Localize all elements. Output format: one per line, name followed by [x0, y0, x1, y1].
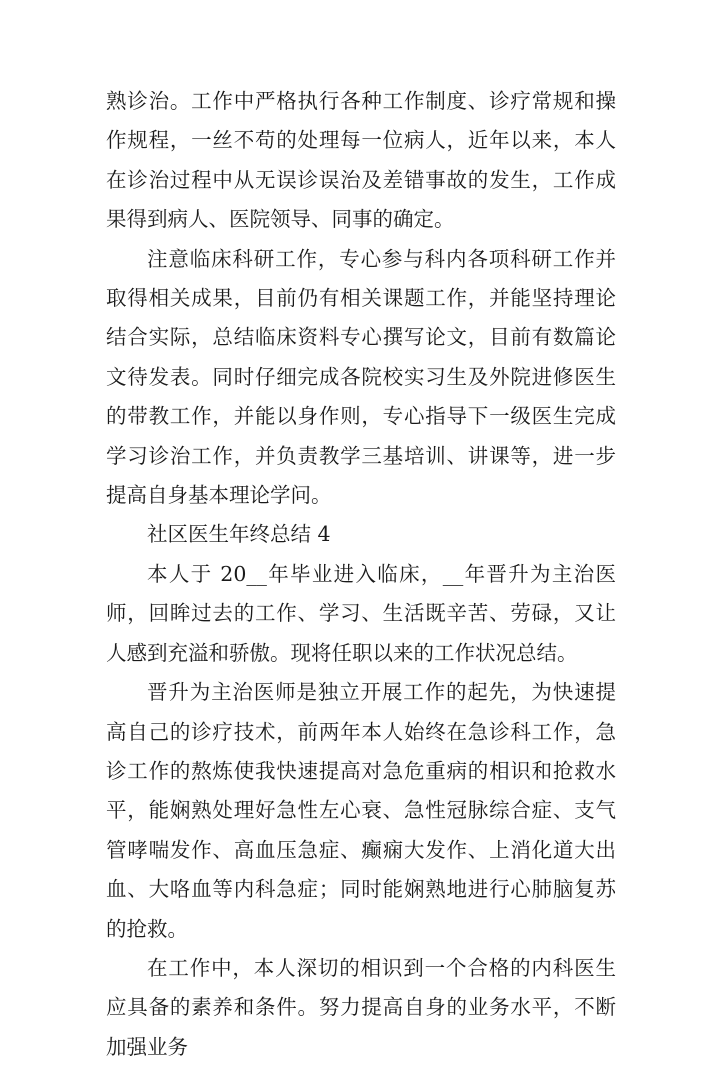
- document-body: [106, 82, 616, 1067]
- paragraph-qualities: 在工作中，本人深切的相识到一个合格的内科医生应具备的素养和条件。努力提高自身的业务水平，不断加强业务: [106, 955, 616, 1059]
- paragraph-intro: 本人于 20__年毕业进入临床，__年晋升为主治医师，回眸过去的工作、学习、生活既辛苦、劳碌，又让人感到充溢和骄傲。现将任职以来的工作状况总结。: [106, 561, 616, 665]
- paragraph-continued: 熟诊治。工作中严格执行各种工作制度、诊疗常规和操作规程，一丝不苟的处理每一位病人，近年以来，本人在诊治过程中从无误诊误治及差错事故的发生，工作成果得到病人、医院领导、同事的确定。: [106, 89, 616, 232]
- paragraph-emergency: 晋升为主治医师是独立开展工作的起先，为快速提高自己的诊疗技术，前两年本人始终在急诊科工作，急诊工作的熬炼使我快速提高对急危重病的相识和抢救水平，能娴熟处理好急性左心衰、急性冠脉综合症、支气管哮喘发作、高血压急症、癫痫大发作、上消化道大出血、大咯血等内科急症；同时能娴熟地进行心肺脑复苏的抢救。: [106, 680, 616, 941]
- section-heading: 社区医生年终总结 4: [147, 522, 331, 547]
- paragraph-research: 注意临床科研工作，专心参与科内各项科研工作并取得相关成果，目前仍有相关课题工作，并能坚持理论结合实际，总结临床资料专心撰写论文，目前有数篇论文待发表。同时仔细完成各院校实习生及外院进修医生的带教工作，并能以身作则，专心指导下一级医生完成学习诊治工作，并负责教学三基培训、讲课等，进一步提高自身基本理论学问。: [106, 246, 616, 508]
